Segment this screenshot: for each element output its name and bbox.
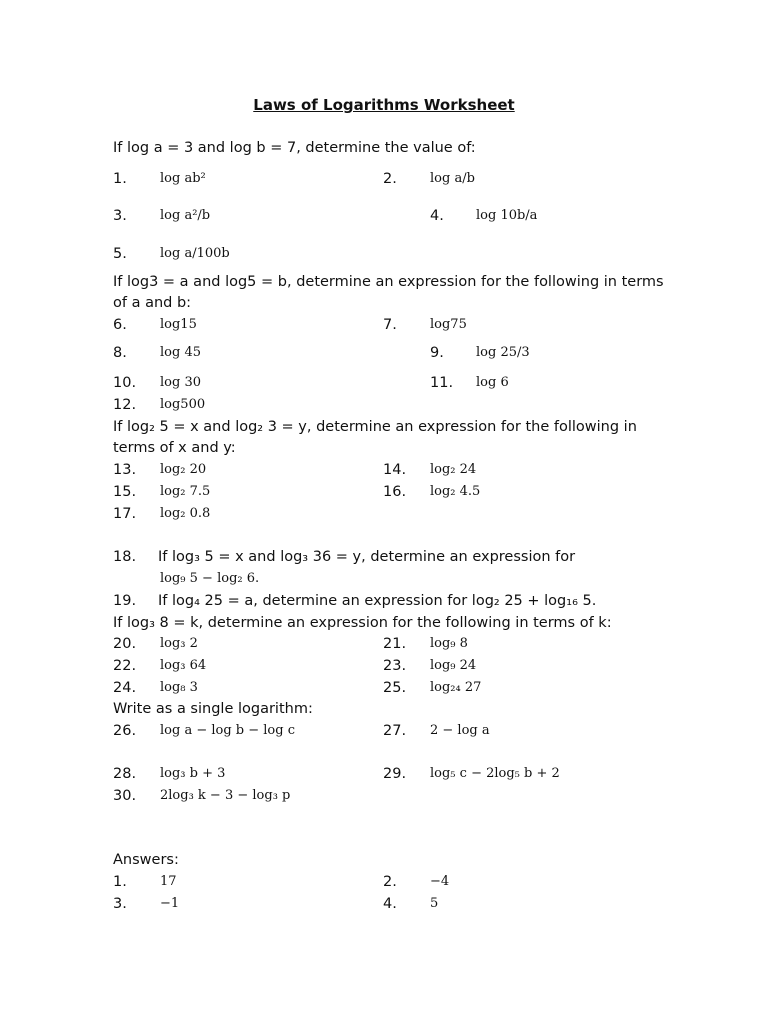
question-expression: log 6 — [476, 375, 509, 390]
question-number: 12. — [113, 397, 137, 413]
question-number: 7. — [383, 317, 397, 333]
question-number: 26. — [113, 723, 137, 739]
question-expression: log₃ 64 — [160, 658, 207, 673]
question-number: 17. — [113, 506, 137, 522]
question-expression: log₂ 20 — [160, 462, 207, 477]
instruction-2-line-1: If log3 = a and log5 = b, determine an expression for the following in terms — [113, 274, 664, 290]
question-expression: 2 − log a — [430, 723, 490, 738]
instruction-index — [0, 1000, 768, 1020]
instruction-3-line-1: If log₂ 5 = x and log₂ 3 = y, determine an expression for the following in — [113, 419, 637, 435]
instruction-full-3: If log₂ 5 = x and log₂ 3 = y, determine an expression for the following in terms of x and y: — [69, 1000, 115, 1001]
question-expression: log₅ c − 2log₅ b + 2 — [430, 766, 560, 781]
answers-heading: Answers: — [113, 852, 179, 868]
question-number: 13. — [113, 462, 137, 478]
question-expression: log 30 — [160, 375, 201, 390]
question-expression: log₉ 24 — [430, 658, 477, 673]
question-number: 6. — [113, 317, 127, 333]
question-text: If log₄ 25 = a, determine an expression for log₂ 25 + log₁₆ 5. — [158, 593, 597, 609]
question-number: 29. — [383, 766, 407, 782]
question-number: 1. — [113, 171, 127, 187]
instruction-5: Write as a single logarithm: — [113, 701, 313, 717]
question-number: 19. — [113, 593, 137, 609]
answer-number: 2. — [383, 874, 397, 890]
instruction-full-5: Write as a single logarithm: — [149, 1000, 164, 1001]
question-number: 15. — [113, 484, 137, 500]
instruction-full-2: If log3 = a and log5 = b, determine an expression for the following in terms of a and b: — [25, 1000, 70, 1001]
question-expression: log a/100b — [160, 246, 230, 261]
question-expression: log 25/3 — [476, 345, 530, 360]
question-expression: log a − log b − log c — [160, 723, 295, 738]
question-number: 5. — [113, 246, 127, 262]
question-number: 23. — [383, 658, 407, 674]
question-number: 3. — [113, 208, 127, 224]
question-expression: log₈ 3 — [160, 680, 198, 695]
instruction-full-1: If log a = 3 and log b = 7, determine the value of: — [0, 1000, 26, 1001]
page-title: Laws of Logarithms Worksheet — [253, 96, 515, 114]
instruction-1: If log a = 3 and log b = 7, determine the value of: — [113, 140, 476, 156]
question-expression: 2log₃ k − 3 − log₃ p — [160, 788, 291, 803]
question-number: 16. — [383, 484, 407, 500]
question-number: 8. — [113, 345, 127, 361]
question-number: 2. — [383, 171, 397, 187]
question-number: 18. — [113, 549, 137, 565]
question-expression: log₉ 5 − log₂ 6. — [160, 571, 260, 586]
answer-value: −4 — [430, 874, 450, 889]
question-expression: log75 — [430, 317, 467, 332]
question-number: 22. — [113, 658, 137, 674]
question-number: 14. — [383, 462, 407, 478]
question-expression: log₃ b + 3 — [160, 766, 226, 781]
question-text: If log₃ 5 = x and log₃ 36 = y, determine an expression for — [158, 549, 576, 565]
question-expression: log₂₄ 27 — [430, 680, 482, 695]
instruction-4: If log₃ 8 = k, determine an expression for the following in terms of k: — [113, 615, 612, 631]
answer-value: 17 — [160, 874, 177, 889]
question-expression: log₂ 4.5 — [430, 484, 481, 499]
question-number: 4. — [430, 208, 444, 224]
answer-number: 1. — [113, 874, 127, 890]
question-expression: log ab² — [160, 171, 206, 186]
question-number: 30. — [113, 788, 137, 804]
answer-value: 5 — [430, 896, 439, 911]
question-number: 9. — [430, 345, 444, 361]
question-number: 20. — [113, 636, 137, 652]
answer-number: 3. — [113, 896, 127, 912]
question-expression: log500 — [160, 397, 206, 412]
question-expression: log a/b — [430, 171, 475, 186]
answer-number: 4. — [383, 896, 397, 912]
question-expression: log₂ 0.8 — [160, 506, 211, 521]
question-expression: log 45 — [160, 345, 201, 360]
question-number: 11. — [430, 375, 454, 391]
question-expression: log₂ 24 — [430, 462, 477, 477]
answer-value: −1 — [160, 896, 180, 911]
question-number: 28. — [113, 766, 137, 782]
question-expression: log15 — [160, 317, 197, 332]
instruction-full-4: If log₃ 8 = k, determine an expression for the following in terms of k: — [114, 1000, 149, 1001]
question-number: 27. — [383, 723, 407, 739]
question-number: 10. — [113, 375, 137, 391]
question-expression: log₃ 2 — [160, 636, 198, 651]
question-expression: log₂ 7.5 — [160, 484, 211, 499]
instruction-2-line-2: of a and b: — [113, 295, 192, 311]
question-expression: log₉ 8 — [430, 636, 468, 651]
question-expression: log 10b/a — [476, 208, 538, 223]
instruction-3-line-2: terms of x and y: — [113, 440, 236, 456]
question-expression: log a²/b — [160, 208, 211, 223]
question-number: 21. — [383, 636, 407, 652]
question-number: 24. — [113, 680, 137, 696]
question-number: 25. — [383, 680, 407, 696]
